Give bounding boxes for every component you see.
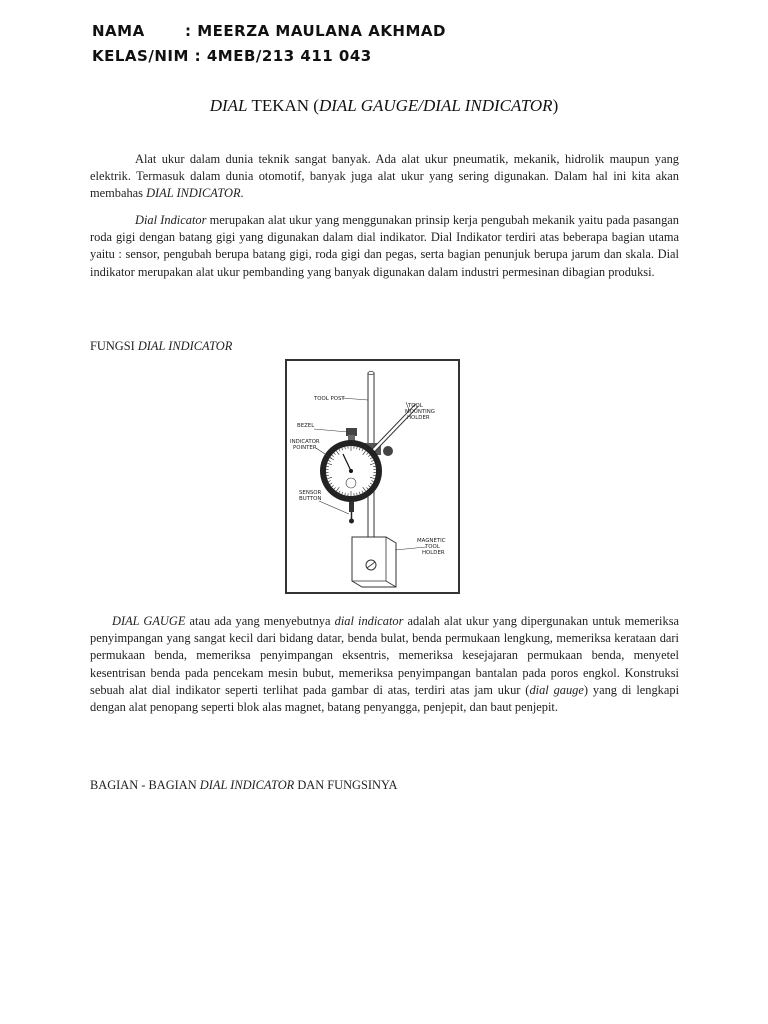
spindle-sleeve [349, 502, 354, 512]
fungsi-heading-italic: DIAL INDICATOR [137, 339, 233, 353]
label-magnetic-1: MAGNETIC [417, 538, 446, 544]
class-label: KELAS/NIM [92, 47, 189, 65]
bagian-heading-text: BAGIAN - BAGIAN [90, 778, 200, 792]
label-tool-mounting-3: HOLDER [407, 415, 430, 421]
label-indicator-pointer-2: POINTER [293, 445, 317, 451]
name-label: NAMA [92, 22, 145, 40]
intro-end: . [240, 186, 244, 201]
bagian-heading-end: DAN FUNGSINYA [294, 778, 398, 792]
name-value: : MEERZA MAULANA AKHMAD [185, 22, 446, 40]
dg-italic-2: dial indicator [334, 614, 404, 628]
label-magnetic-2: TOOL [425, 544, 440, 550]
title-tekan: TEKAN ( [247, 96, 319, 115]
sensor-tip [349, 519, 354, 524]
clamp-screw [383, 446, 393, 456]
intro-italic: DIAL INDICATOR [146, 186, 241, 201]
title-gauge-indicator: DIAL GAUGE/DIAL INDICATOR [318, 96, 553, 115]
dg-text-1: atau ada yang menyebutnya [185, 614, 335, 628]
bagian-heading [90, 778, 398, 793]
label-tool-post: TOOL POST [314, 396, 345, 402]
dg-italic-1: DIAL GAUGE [112, 614, 186, 628]
intro-text: Alat ukur dalam dunia teknik sangat banyak. Ada alat ukur pneumatik, mekanik, hidrolik maupun yang elektrik. Termasuk dalam dunia otomotif, banyak juga alat ukur yang sering digunakan. Dalam hal ini kita akan membahas [90, 152, 679, 201]
class-value: : 4MEB/213 411 043 [194, 47, 372, 65]
name-line [92, 22, 446, 40]
dial-indicator-figure [285, 359, 460, 594]
label-magnetic-3: HOLDER [422, 550, 445, 556]
page-title [0, 96, 768, 116]
label-sensor-button-1: SENSOR [299, 490, 322, 496]
dial-gauge-paragraph [90, 613, 679, 716]
class-line [92, 47, 372, 65]
fungsi-heading-text: FUNGSI [90, 339, 138, 353]
bagian-heading-italic: DIAL INDICATOR [199, 778, 295, 792]
dg-italic-3: dial gauge [529, 682, 584, 697]
label-tool-mounting-1: TOOL [408, 403, 423, 409]
title-close: ) [552, 96, 559, 115]
definition-italic: Dial Indicator [135, 213, 207, 227]
intro-paragraph [90, 151, 679, 203]
label-bezel: BEZEL [297, 423, 315, 429]
label-tool-mounting-2: MOUNTING [405, 409, 435, 415]
definition-paragraph [90, 212, 679, 281]
label-indicator-pointer-1: INDICATOR [290, 439, 320, 445]
dg-text-3: ) yang di lengkapi dengan alat penopang seperti blok alas magnet, batang penyangga, penjepit, dan baut penjepit. [90, 682, 680, 715]
definition-text: merupakan alat ukur yang menggunakan prinsip kerja pengubah mekanik yaitu pada pasangan roda gigi dengan batang gigi yang digunakan dalam dial indikator. Dial Indikator terdiri atas beberapa bagian utama yaitu : sensor, pengubah berupa batang gigi, roda gigi dan pegas, serta bagian penunjuk berupa jarum dan skala. Dial indikator merupakan alat ukur pembanding yang banyak digunakan dalam industri permesinan dibagian produksi. [90, 213, 679, 279]
title-dial: DIAL [209, 96, 248, 115]
label-sensor-button-2: BUTTON [299, 496, 322, 502]
dg-text-2: adalah alat ukur yang dipergunakan untuk memeriksa penyimpangan yang sangat kecil dari bidang datar, benda bulat, benda permukaan lengkung, memeriksa kerataan dari permukaan benda, memeriksa penyimpangan eksentris, memeriksa kesejajaran permukaan benda, menyetel kesentrisan benda pada pencekam mesin bubut, memeriksa penyimpangan bantalan pada poros engkol. Konstruksi sebuah alat dial indikator seperti terlihat pada gambar di atas, terdiri atas jam ukur ( [90, 614, 680, 697]
fungsi-heading [90, 339, 232, 354]
